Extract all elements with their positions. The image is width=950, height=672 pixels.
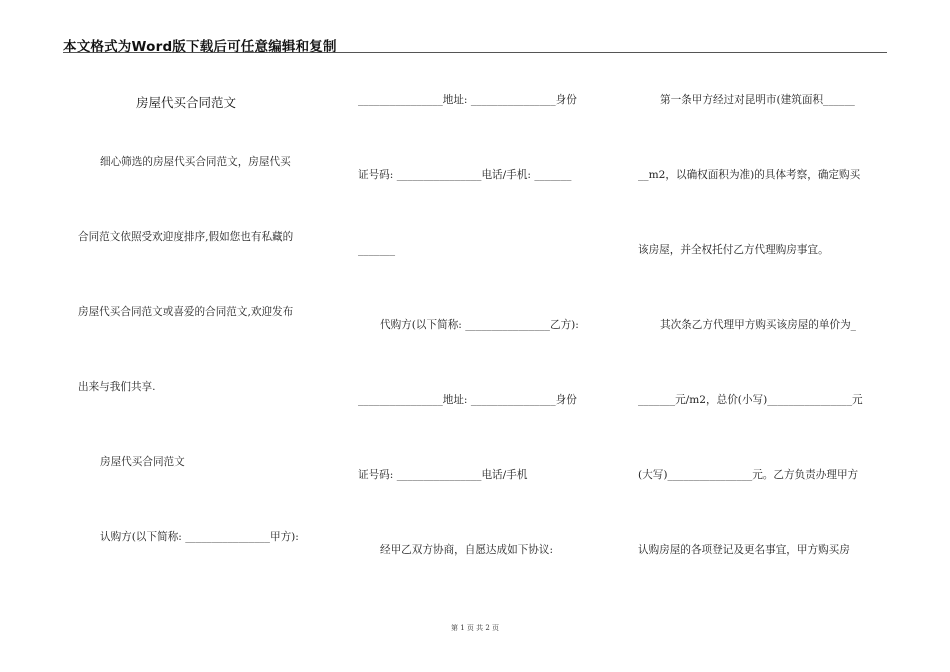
col3-line-2: __m2，以确权面积为准)的具体考察，确定购买	[638, 169, 861, 181]
col1-line-3: 房屋代买合同范文或喜爱的合同范文,欢迎发布	[78, 306, 294, 318]
col2-line-3: _______	[358, 244, 396, 256]
header-title: 本文格式为Word版下载后可任意编辑和复制	[63, 39, 337, 55]
col2-line-2: 证号码: ________________电话/手机: _______	[358, 169, 572, 181]
col1-line-4: 出来与我们共享.	[78, 381, 156, 393]
col1-line-1: 细心筛选的房屋代买合同范文，房屋代买	[100, 156, 291, 168]
col2-line-6: 证号码: ________________电话/手机	[358, 469, 528, 481]
col3-line-3: 该房屋，并全权托付乙方代理购房事宜。	[638, 244, 829, 256]
col2-line-7: 经甲乙双方协商，自愿达成如下协议:	[380, 544, 554, 556]
doc-title: 房屋代买合同范文	[136, 95, 237, 110]
col1-line-2: 合同范文依照受欢迎度排序,假如您也有私藏的	[78, 231, 294, 243]
col3-line-5: _______元/m2，总价(小写)________________元	[638, 394, 863, 406]
col2-line-4: 代购方(以下简称: ________________乙方):	[380, 319, 579, 331]
page-footer: 第 1 页 共 2 页	[450, 624, 500, 632]
col2-line-5: ________________地址: ________________身份	[358, 394, 577, 406]
col3-line-6: (大写)________________元。乙方负责办理甲方	[638, 469, 859, 481]
col1-line-5: 房屋代买合同范文	[100, 456, 185, 468]
col3-line-1: 第一条甲方经过对昆明市(建筑面积______	[660, 94, 855, 106]
col3-line-7: 认购房屋的各项登记及更名事宜，甲方购买房	[638, 544, 850, 556]
col1-line-6: 认购方(以下简称: ________________甲方):	[100, 531, 299, 543]
col3-line-4: 其次条乙方代理甲方购买该房屋的单价为_	[660, 319, 856, 331]
header-rule	[63, 52, 887, 53]
col2-line-1: ________________地址: ________________身份	[358, 94, 577, 106]
